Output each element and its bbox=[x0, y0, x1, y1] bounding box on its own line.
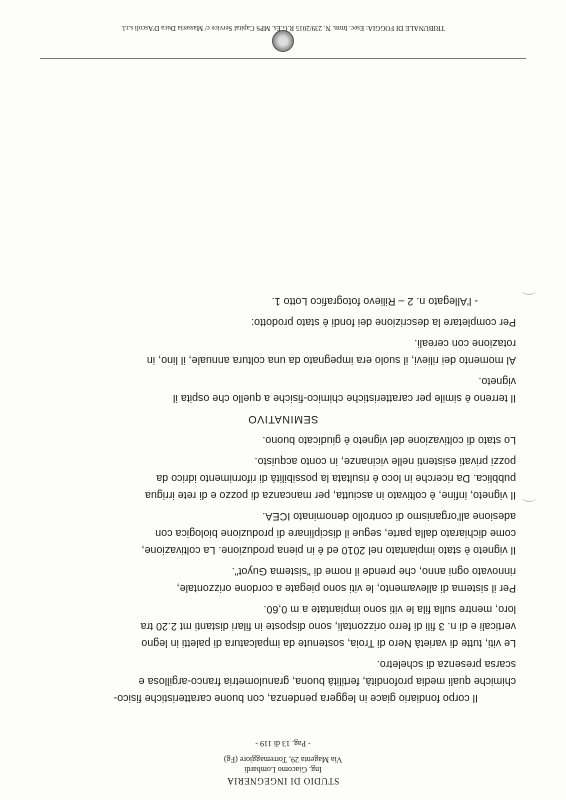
footer-tribunale: TRIBUNALE DI FOGGIA: Esec. Imm. N. 239/2015 R.G.Es. MPS Capital Service c/ Masseria Duca D'Ascoli s.r.l. bbox=[121, 24, 445, 32]
body-line: Il corpo fondiario giace in leggera pendenza, con buone caratteristiche fisico- bbox=[113, 692, 478, 704]
body-line: Il vigneto è stato impiantato nel 2010 ed è in piena produzione. La coltivazione, bbox=[141, 544, 516, 556]
body-line: Lo stato di coltivazione del vigneto è giudicato buono. bbox=[262, 434, 516, 446]
body-line: Per completare la descrizione dei fondi è stato prodotto: bbox=[251, 316, 516, 328]
section-title: SEMINATIVO bbox=[247, 413, 319, 425]
punch-hole-icon bbox=[522, 286, 536, 295]
body-line: come dichiarato dalla parte, segue il disciplinare di produzione biologica con bbox=[155, 527, 516, 539]
body-line: verticali e di n. 3 fili di ferro orizzontali, sono disposte in filari distanti mt 2.20 tra bbox=[140, 620, 516, 632]
studio-address: Via Magenta 29, Torremaggiore (Fg) bbox=[223, 755, 343, 764]
footer-rule bbox=[40, 58, 526, 59]
body-line: pozzi privati esistenti nelle vicinanze, in conto acquisto. bbox=[254, 455, 516, 467]
body-line: Le viti, tutte di varietà Nero di Troia, sostenute da impalcatura di paletti in legno bbox=[141, 637, 516, 649]
body-line: loro, mentre sulla fila le viti sono impiantate a m 0,60. bbox=[263, 603, 516, 615]
attachment-item: - l'Allegato n. 2 – Rilievo fotografico Lotto 1. bbox=[271, 295, 478, 307]
body-line: adesione all'organismo di controllo denominato ICEA. bbox=[262, 510, 516, 522]
court-seal-icon bbox=[272, 30, 294, 52]
body-line: chimiche quali media profondità, fertilità buona, granulometria franco-argillosa e bbox=[138, 675, 516, 687]
body-line: vigneto. bbox=[478, 375, 516, 387]
body-line: Per il sistema di allevamento, le viti sono piegate a cordone orizzontale, bbox=[176, 582, 516, 594]
body-line: rotazione con cereali. bbox=[414, 337, 516, 349]
body-line: Il terreno è simile per caratteristiche chimico-fisiche a quello che ospita il bbox=[172, 392, 516, 404]
punch-hole-icon bbox=[522, 493, 536, 502]
body-line: Al momento dei rilievi, il suolo era impegnato da una coltura annuale, il lino, in bbox=[146, 354, 516, 366]
body-line: pubblica. Da ricerche in loco è risultata la possibilità di rifornimento idrico da bbox=[156, 472, 516, 484]
studio-name: STUDIO DI INGEGNERIA bbox=[226, 776, 340, 786]
body-line: Il vigneto, infine, è coltivato in asciutta, per mancanza di pozzo e di rete irrigua bbox=[144, 489, 516, 501]
engineer-name: Ing. Giacomo Lombardi bbox=[244, 765, 322, 774]
body-line: rinnovato ogni anno, che prende il nome di "sistema Guyot". bbox=[231, 565, 516, 577]
body-line: scarsa presenza di scheletro. bbox=[376, 658, 516, 670]
page-number: - Pag. 13 di 119 - bbox=[255, 739, 311, 748]
